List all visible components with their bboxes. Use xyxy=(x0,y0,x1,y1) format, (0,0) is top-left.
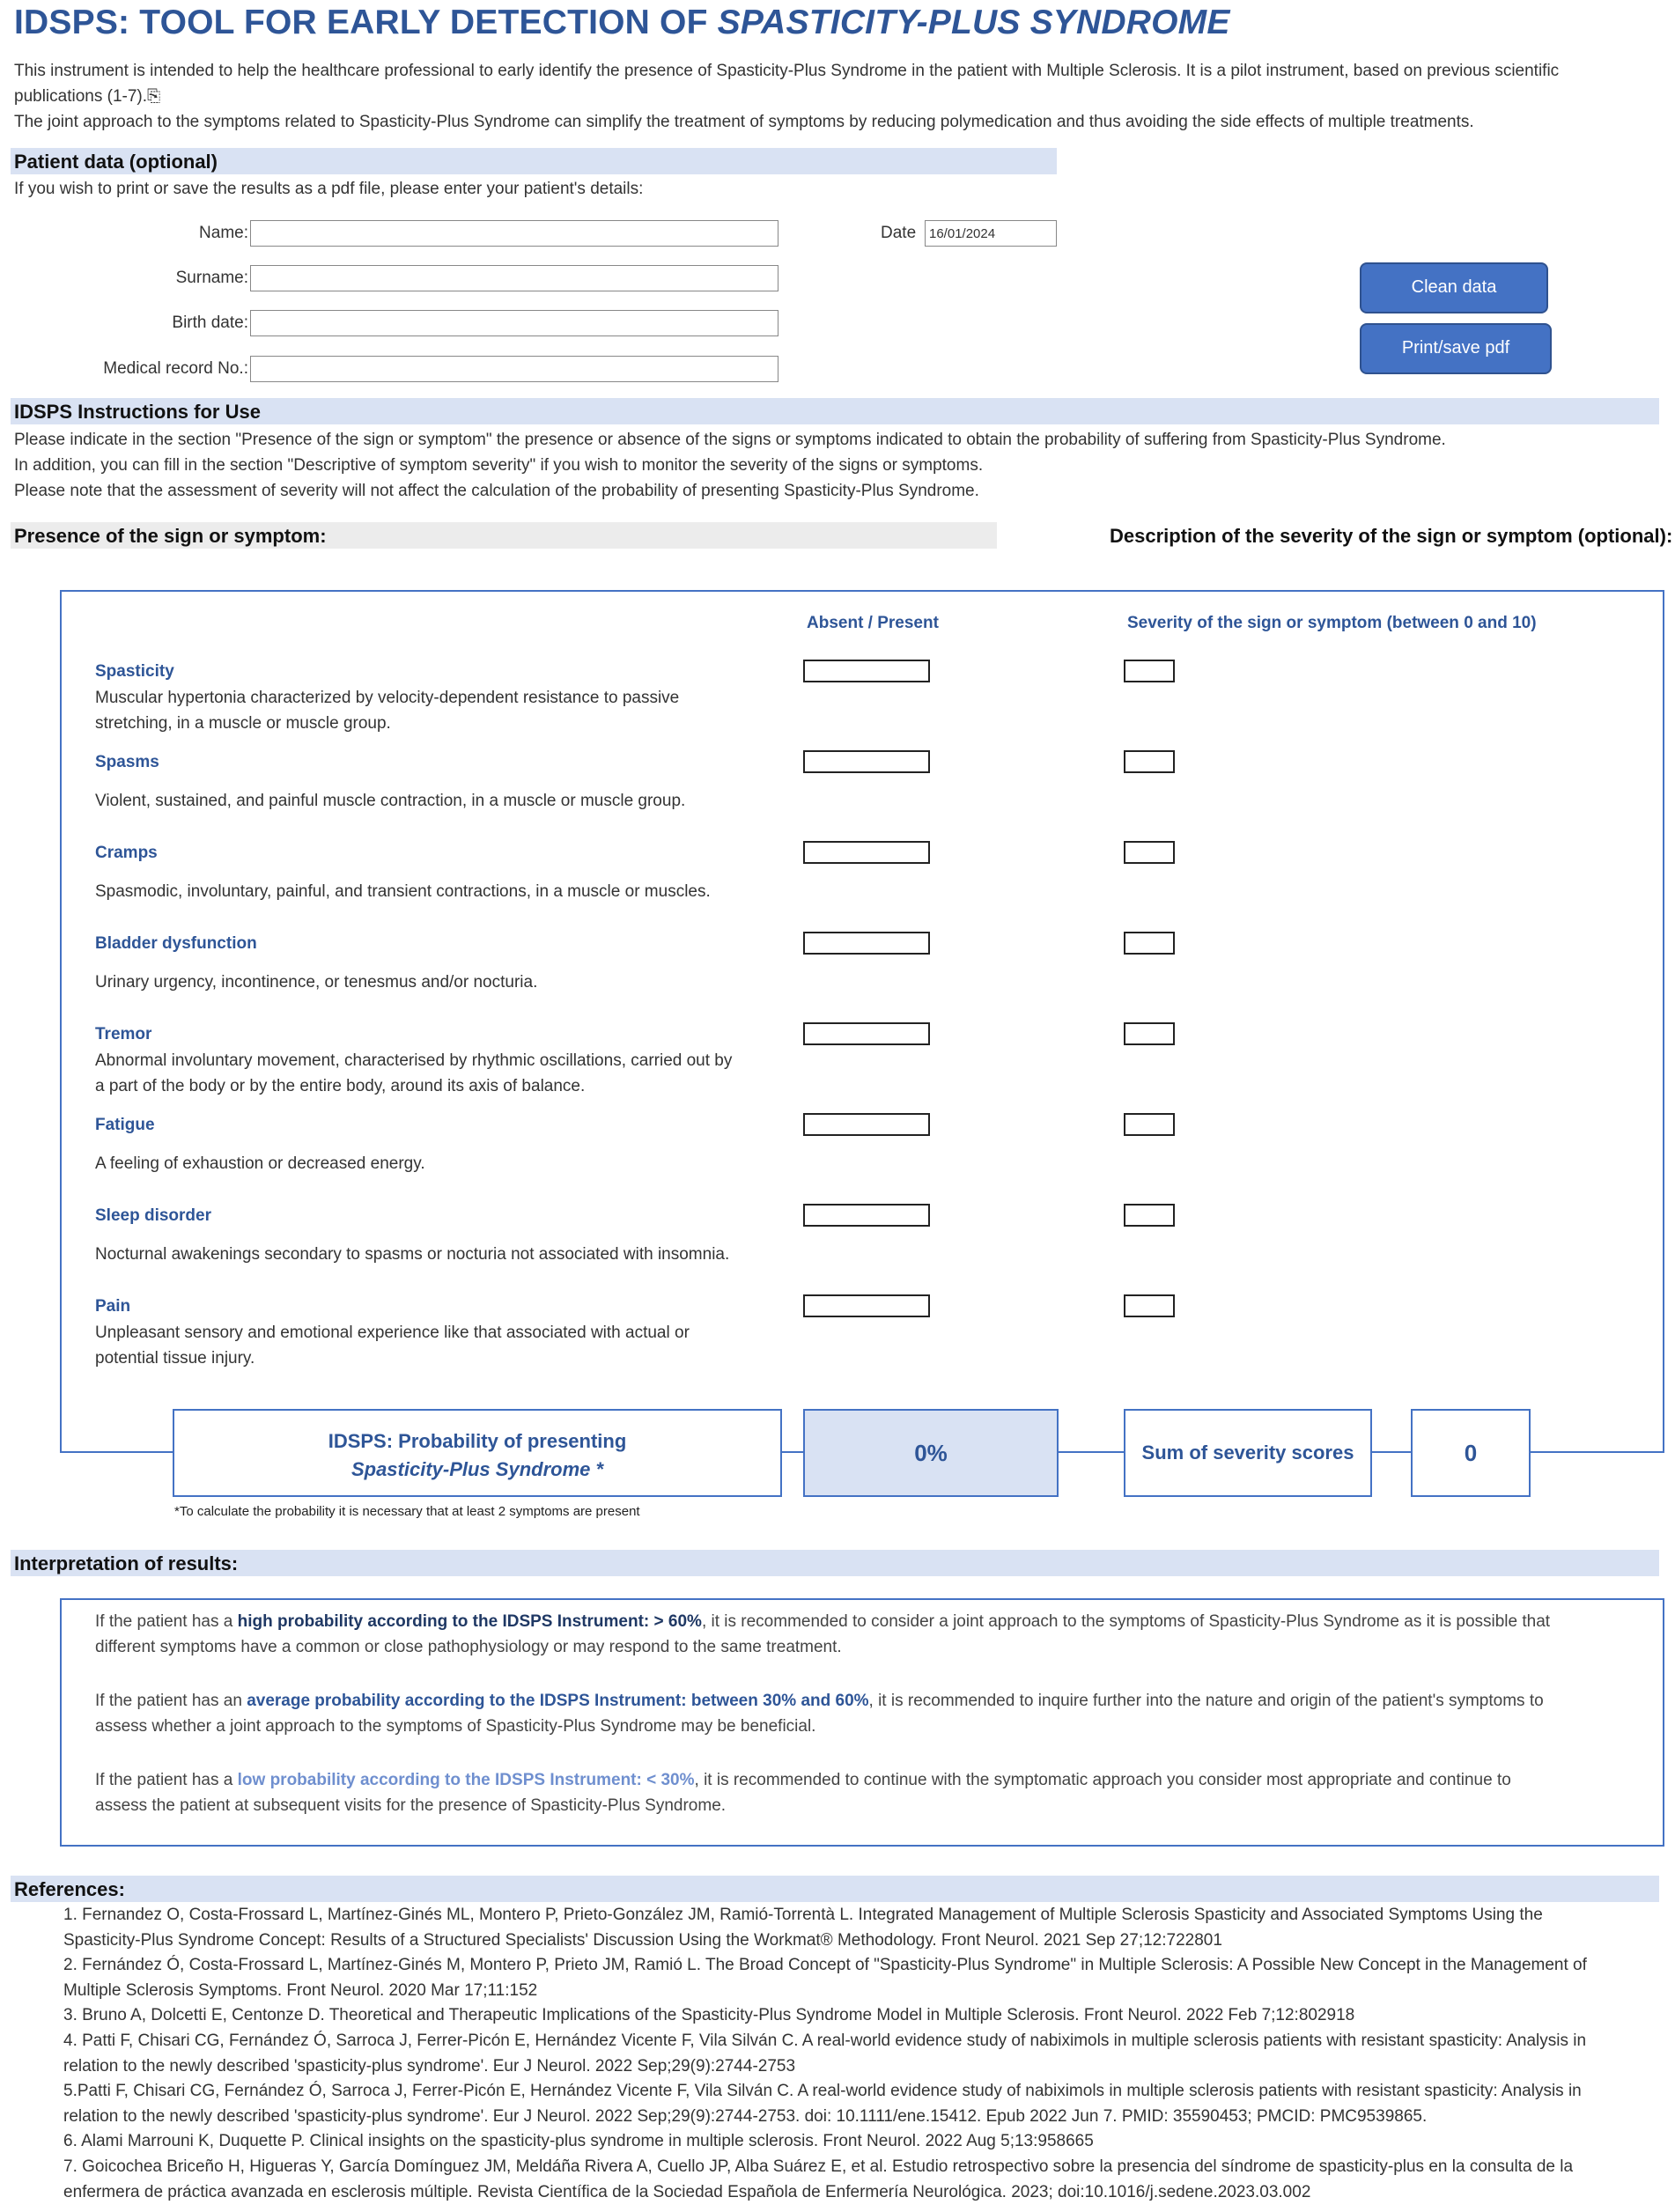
intro-line-3: The joint approach to the symptoms related to Spasticity-Plus Syndrome can simplify the treatment of symptoms by reducing polymedication and thus avoiding the side effects of multiple treatments. xyxy=(14,113,1474,131)
intro-line-1: This instrument is intended to help the healthcare professional to early identify the presence of Spasticity-Plus Syndrome in the patient with Multiple Sclerosis. It is a pilot instrument, based on previous scientific xyxy=(14,62,1560,80)
reference-line: Multiple Sclerosis Symptoms. Front Neurol. 2020 Mar 17;11:152 xyxy=(63,1980,538,2000)
severity-input[interactable] xyxy=(1124,1022,1175,1045)
presence-section-header xyxy=(11,522,997,549)
patient-data-subtext: If you wish to print or save the results as a pdf file, please enter your patient's details: xyxy=(14,180,644,198)
symptom-name: Tremor xyxy=(95,1025,152,1043)
probability-label-line-2: Spasticity-Plus Syndrome * xyxy=(350,1458,604,1480)
surname-label: Surname: xyxy=(175,269,248,287)
reference-line: 6. Alami Marrouni K, Duquette P. Clinical insights on the spasticity-plus syndrome in multiple sclerosis. Front Neurol. 2022 Aug 5;13:958665 xyxy=(63,2132,1094,2151)
probability-label-box xyxy=(173,1409,782,1497)
presence-input[interactable] xyxy=(803,1113,930,1136)
presence-input[interactable] xyxy=(803,932,930,955)
symptom-description-line-1: Unpleasant sensory and emotional experience like that associated with actual or xyxy=(95,1324,690,1342)
symptom-name: Sleep disorder xyxy=(95,1206,211,1225)
interpretation-high: If the patient has a high probability according to the IDSPS Instrument: > 60%, it is recommended to consider a joint approach to the symptoms of Spasticity-Plus Syndrome as it is possible that different symptoms have a common or close pathophysiology or may respond to the same treatment. xyxy=(95,1612,1551,1656)
interpretation-heading: Interpretation of results: xyxy=(14,1552,239,1574)
symptom-description-line-2: Spasmodic, involuntary, painful, and transient contractions, in a muscle or muscles. xyxy=(95,882,711,901)
patient-data-heading: Patient data (optional) xyxy=(14,151,218,173)
instructions-line-3: Please note that the assessment of severity will not affect the calculation of the probability of presenting Spasticity-Plus Syndrome. xyxy=(14,482,979,500)
reference-line: Spasticity-Plus Syndrome Concept: Results of a Structured Specialists' Discussion Using the Workmat® Methodology. Front Neurol. 2021 Sep 27;12:722801 xyxy=(63,1930,1222,1950)
reference-line: 1. Fernandez O, Costa-Frossard L, Martínez-Ginés ML, Montero P, Prieto-González JM, Ramió-Torrentà L. Integrated Management of Multiple Sclerosis Spasticity and Associated Symptoms Using the xyxy=(63,1906,1543,1924)
symptom-description-line-2: Urinary urgency, incontinence, or tenesmus and/or nocturia. xyxy=(95,973,538,992)
reference-line: relation to the newly described 'spasticity-plus syndrome'. Eur J Neurol. 2022 Sep;29(9):2744-2753 xyxy=(63,2056,796,2076)
frame-connector-2 xyxy=(1057,1451,1125,1453)
interpretation-header xyxy=(11,1550,1659,1576)
symptom-description-line-2: a part of the body or by the entire body, around its axis of balance. xyxy=(95,1077,586,1095)
reference-line: enfermera de práctica avanzada en esclerosis múltiple. Revista Científica de la Sociedad Española de Enfermería Neurológica. 2023; doi:10.1016/j.sedene.2023.03.002 xyxy=(63,2182,1311,2201)
instructions-header xyxy=(11,398,1659,424)
presence-section-heading: Presence of the sign or symptom: xyxy=(14,525,327,547)
reference-line: 4. Patti F, Chisari CG, Fernández Ó, Sarroca J, Ferrer-Picón E, Hernández Vicente F, Vila Silván C. A real-world evidence study of nabiximols in multiple sclerosis patients with resistant spasticity: Analysis in xyxy=(63,2031,1587,2050)
symptom-description-line-2: A feeling of exhaustion or decreased energy. xyxy=(95,1154,425,1173)
severity-input[interactable] xyxy=(1124,750,1175,773)
instructions-line-1: Please indicate in the section "Presence of the sign or symptom" the presence or absence of the signs or symptoms indicated to obtain the probability of suffering from Spasticity-Plus Syndrome. xyxy=(14,431,1446,449)
severity-input[interactable] xyxy=(1124,932,1175,955)
birth-date-input[interactable] xyxy=(250,310,778,336)
name-input[interactable] xyxy=(250,220,778,247)
symptom-description-line-1: Abnormal involuntary movement, characterised by rhythmic oscillations, carried out by xyxy=(95,1051,733,1070)
severity-sum-value: 0 xyxy=(1411,1409,1531,1497)
severity-input[interactable] xyxy=(1124,1204,1175,1227)
symptom-name: Spasticity xyxy=(95,662,174,681)
surname-input[interactable] xyxy=(250,265,778,291)
patient-data-header xyxy=(11,148,1057,174)
frame-connector-3 xyxy=(1370,1451,1413,1453)
symptom-description-line-2: potential tissue injury. xyxy=(95,1349,255,1368)
probability-label-line-1: IDSPS: Probability of presenting xyxy=(328,1430,627,1452)
references-header xyxy=(11,1876,1659,1902)
reference-line: 2. Fernández Ó, Costa-Frossard L, Martínez-Ginés M, Montero P, Prieto JM, Ramió L. The Broad Concept of "Spasticity-Plus Syndrome" in Multiple Sclerosis: A Possible New Concept in the Management of xyxy=(63,1956,1587,1975)
presence-input[interactable] xyxy=(803,841,930,864)
date-label: Date xyxy=(881,224,917,242)
symptom-description-line-1: Muscular hypertonia characterized by velocity-dependent resistance to passive xyxy=(95,689,680,707)
reference-line: 3. Bruno A, Dolcetti E, Centonze D. Theoretical and Therapeutic Implications of the Spasticity-Plus Syndrome Model in Multiple Sclerosis. Front Neurol. 2022 Feb 7;12:802918 xyxy=(63,2006,1355,2025)
print-save-pdf-button[interactable]: Print/save pdf xyxy=(1360,323,1552,374)
symptom-name: Fatigue xyxy=(95,1116,155,1134)
birth-date-label: Birth date: xyxy=(172,313,248,332)
interpretation-low: If the patient has a low probability according to the IDSPS Instrument: < 30%, it is recommended to continue with the symptomatic approach you consider most appropriate and continue to assess the patient at subsequent visits for the presence of Spasticity-Plus Syndrome. xyxy=(95,1771,1511,1815)
severity-input[interactable] xyxy=(1124,841,1175,864)
severity-input[interactable] xyxy=(1124,1294,1175,1317)
page-title: IDSPS: TOOL FOR EARLY DETECTION OF SPASTICITY-PLUS SYNDROME xyxy=(14,4,1230,41)
interpretation-average: If the patient has an average probability according to the IDSPS Instrument: between 30% and 60%, it is recommended to inquire further into the nature and origin of the patient's symptoms to assess whether a joint approach to the symptoms of Spasticity-Plus Syndrome may be beneficial. xyxy=(95,1692,1544,1736)
presence-column-header: Absent / Present xyxy=(807,614,939,632)
reference-line: 7. Goicochea Briceño H, Higueras Y, García Domínguez JM, Meldáña Rivera A, Cuello JP, Alba Suárez E, et al. Estudio retrospectivo sobre la presencia del síndrome de spasticity-plus en la consulta de la xyxy=(63,2157,1574,2176)
medical-record-label: Medical record No.: xyxy=(103,359,248,378)
presence-input[interactable] xyxy=(803,750,930,773)
reference-line: relation to the newly described 'spasticity-plus syndrome'. Eur J Neurol. 2022 Sep;29(9):2744-2753. doi: 10.1111/ene.15412. Epub 2022 Jun 7. PMID: 35590453; PMCID: PMC9539865. xyxy=(63,2106,1428,2126)
symptom-name: Spasms xyxy=(95,753,159,771)
clean-data-button[interactable]: Clean data xyxy=(1360,262,1548,313)
name-label: Name: xyxy=(199,224,248,242)
intro-line-2: publications (1-7).⎘ xyxy=(14,87,161,106)
presence-input[interactable] xyxy=(803,1022,930,1045)
severity-sum-label: Sum of severity scores xyxy=(1124,1409,1372,1497)
presence-input[interactable] xyxy=(803,660,930,682)
presence-input[interactable] xyxy=(803,1294,930,1317)
references-heading: References: xyxy=(14,1878,125,1900)
reference-line: 5.Patti F, Chisari CG, Fernández Ó, Sarroca J, Ferrer-Picón E, Hernández Vicente F, Vila Silván C. A real-world evidence study of nabiximols in multiple sclerosis patients with resistant spasticity: Analysis in xyxy=(63,2082,1582,2101)
severity-input[interactable] xyxy=(1124,660,1175,682)
date-input[interactable] xyxy=(925,220,1057,247)
severity-input[interactable] xyxy=(1124,1113,1175,1136)
severity-column-header: Severity of the sign or symptom (between 0 and 10) xyxy=(1127,614,1537,632)
probability-footnote: *To calculate the probability it is necessary that at least 2 symptoms are present xyxy=(174,1504,640,1519)
symptom-name: Bladder dysfunction xyxy=(95,934,257,953)
frame-connector-1 xyxy=(780,1451,805,1453)
symptom-description-line-2: Violent, sustained, and painful muscle contraction, in a muscle or muscle group. xyxy=(95,792,686,810)
symptom-name: Cramps xyxy=(95,844,158,862)
probability-value: 0% xyxy=(803,1409,1059,1497)
presence-input[interactable] xyxy=(803,1204,930,1227)
symptom-description-line-2: Nocturnal awakenings secondary to spasms or nocturia not associated with insomnia. xyxy=(95,1245,730,1264)
frame-connector-left xyxy=(60,1451,174,1453)
frame-connector-right xyxy=(1529,1451,1664,1453)
instructions-line-2: In addition, you can fill in the section "Descriptive of symptom severity" if you wish to monitor the severity of the signs or symptoms. xyxy=(14,456,984,475)
symptom-name: Pain xyxy=(95,1297,131,1316)
symptom-description-line-2: stretching, in a muscle or muscle group. xyxy=(95,714,391,733)
severity-section-heading: Description of the severity of the sign or symptom (optional): xyxy=(1110,525,1673,547)
medical-record-input[interactable] xyxy=(250,356,778,382)
instructions-heading: IDSPS Instructions for Use xyxy=(14,401,261,423)
